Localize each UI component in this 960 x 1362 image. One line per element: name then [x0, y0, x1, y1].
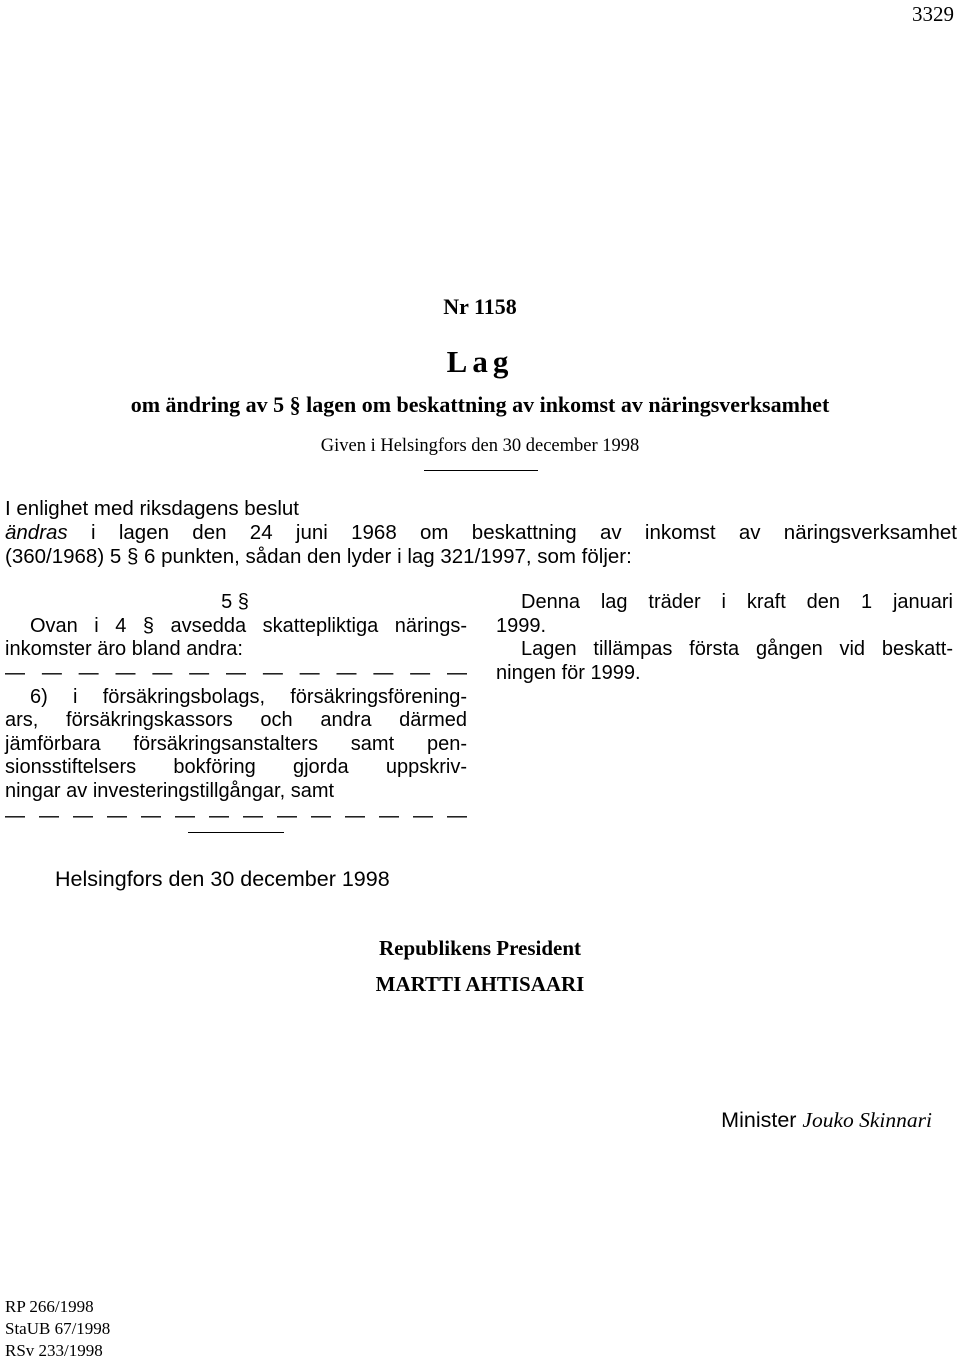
intro-line-2: [5, 521, 957, 545]
law-number: Nr 1158: [443, 294, 517, 319]
omission-dashes: — — — — — — — — — — — — —: [5, 662, 467, 684]
minister-name: Jouko Skinnari: [802, 1108, 932, 1132]
omission-dashes-2: — — — — — — — — — — — — — —: [5, 805, 467, 827]
president-title: Republikens President: [378, 936, 582, 960]
document-title: Lag: [446, 344, 514, 379]
divider: [188, 832, 284, 833]
left-para1-line-2: inkomster äro bland andra:: [5, 638, 243, 660]
left-para2-line-5: ningar av investeringstillgångar, samt: [5, 780, 335, 802]
left-para2-line-3: jämförbara försäkringsanstalters samt pen-: [5, 733, 467, 755]
minister-signature: [721, 1108, 932, 1133]
section-heading: 5 §: [221, 591, 249, 613]
left-para2-line-1: 6) i försäkringsbolags, försäkringsförening-: [30, 686, 467, 708]
left-para2-line-2: ars, försäkringskassors och andra därmed: [5, 709, 467, 731]
left-para2-line-4: sionsstiftelsers bokföring gjorda uppskriv-: [5, 756, 467, 778]
given-date: Given i Helsingfors den 30 december 1998: [320, 436, 640, 456]
left-para1-line-1: Ovan i 4 § avsedda skattepliktiga närings-: [30, 615, 467, 637]
reference-rsv: RSv 233/1998: [5, 1341, 103, 1360]
reference-staub: StaUB 67/1998: [5, 1319, 111, 1338]
intro-italic-word: ändras: [5, 521, 68, 544]
president-name: MARTTI AHTISAARI: [375, 972, 585, 996]
document-subtitle: om ändring av 5 § lagen om beskattning av inkomst av näringsverksamhet: [130, 392, 830, 417]
right-line-4: ningen för 1999.: [496, 662, 641, 684]
right-line-1: Denna lag träder i kraft den 1 januari: [521, 591, 953, 613]
intro-line-3: (360/1968) 5 § 6 punkten, sådan den lyder i lag 321/1997, som följer:: [5, 545, 632, 568]
reference-rp: RP 266/1998: [5, 1297, 94, 1316]
place-and-date: Helsingfors den 30 december 1998: [55, 867, 390, 891]
right-line-3: Lagen tillämpas första gången vid beskatt-: [521, 638, 953, 660]
divider: [424, 470, 538, 471]
intro-line-2-text: i lagen den 24 juni 1968 om beskattning av inkomst av näringsverksamhet: [67, 521, 957, 544]
right-line-2: 1999.: [496, 615, 547, 637]
intro-line-1: I enlighet med riksdagens beslut: [5, 497, 300, 520]
page-number: 3329: [912, 2, 954, 26]
minister-label: Minister: [721, 1108, 797, 1132]
